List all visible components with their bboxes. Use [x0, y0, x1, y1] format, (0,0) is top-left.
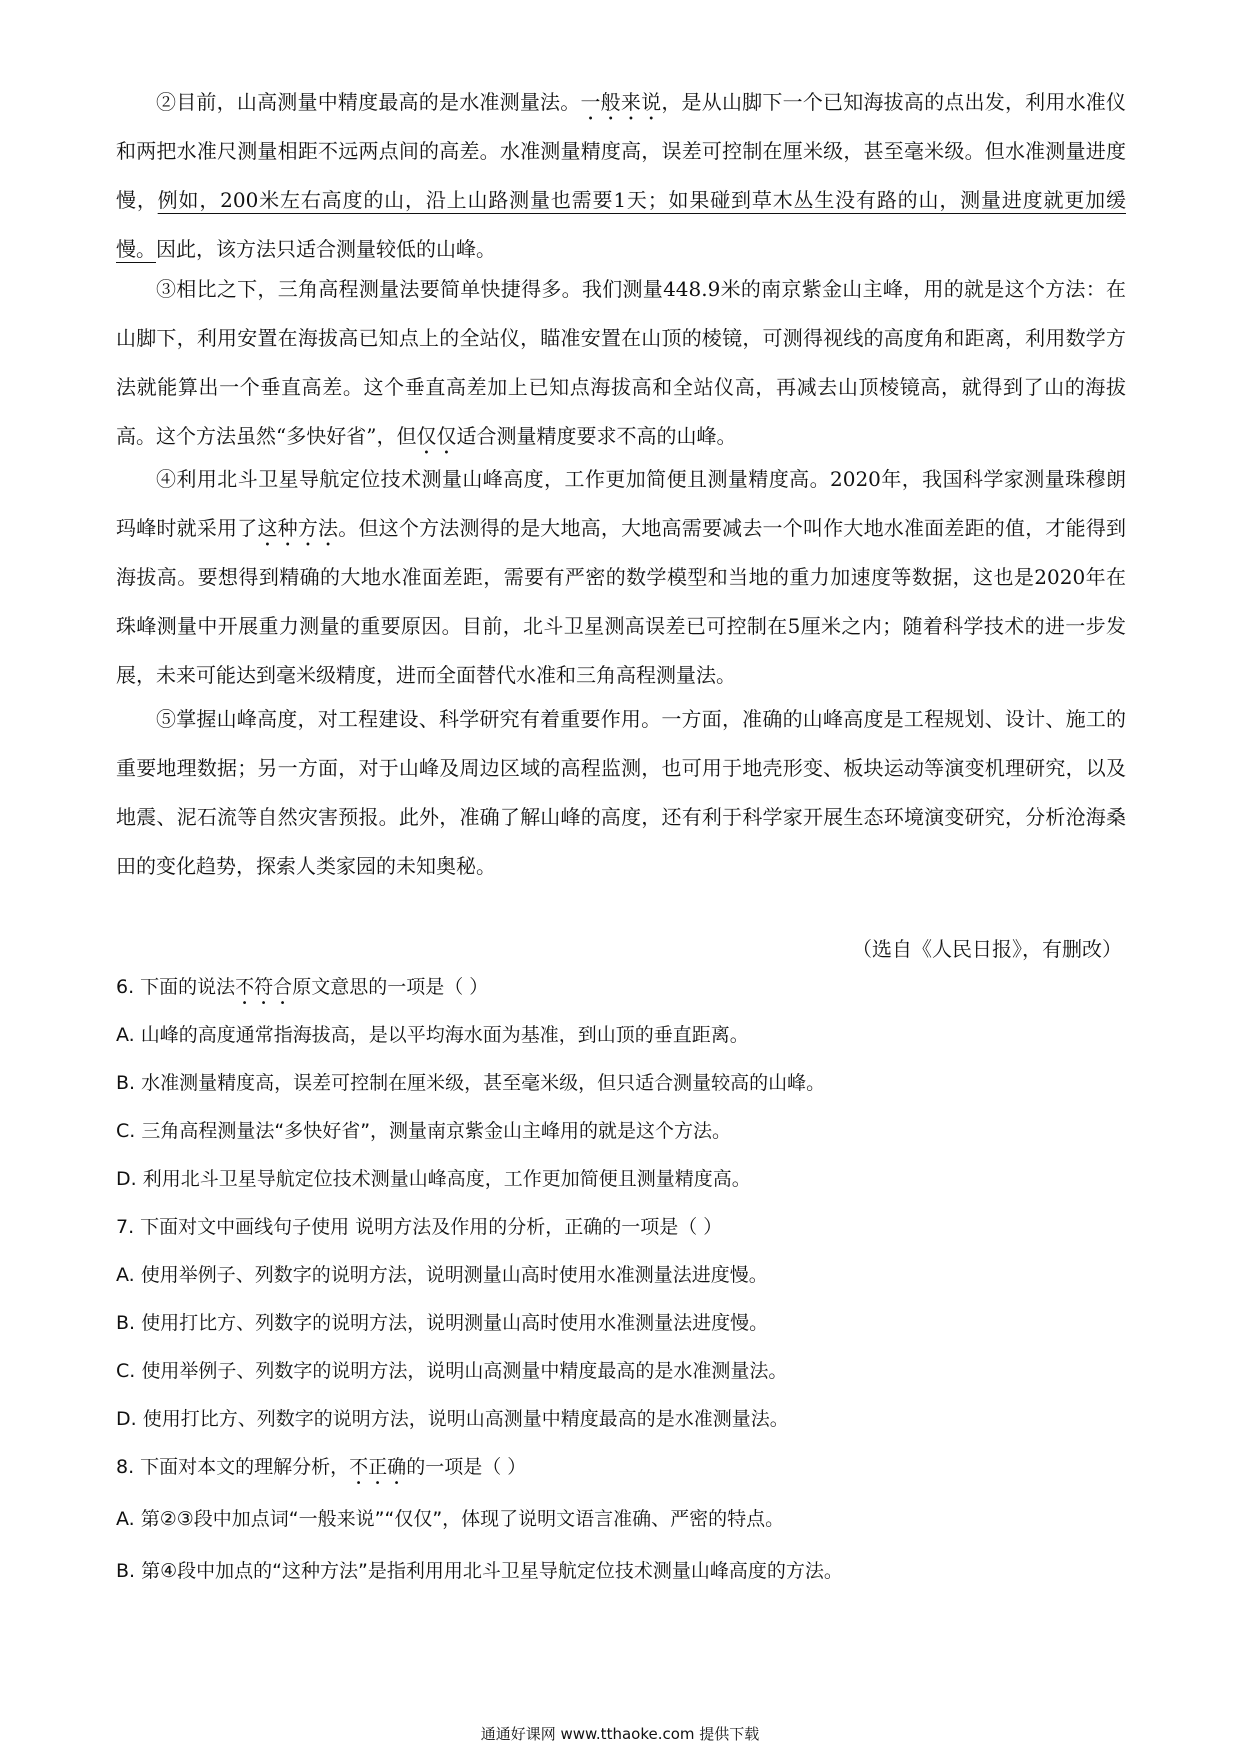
- paragraph-2-text-c: 因此，该方法只适合测量较低的山峰。: [156, 237, 496, 261]
- source-citation: （选自《人民日报》，有删改）: [852, 937, 1122, 961]
- question-8-option-b: B. 第④段中加点的“这种方法”是指利用用北斗卫星导航定位技术测量山峰高度的方法。: [116, 1560, 843, 1582]
- dotted-phrase-bufuhe: 不符合: [235, 976, 293, 998]
- question-6-option-a: A. 山峰的高度通常指海拔高，是以平均海水面为基准，到山顶的垂直距离。: [116, 1024, 749, 1046]
- question-8: [116, 1452, 1126, 1489]
- paragraph-2-text-b: ，是从山脚下一个已知海拔高的点出发，利用水准仪和两把水准尺测量相距不远两点间的高差。水准测量精度高，误差可控制在厘米级，甚至毫米级。但水准测量进度慢，: [116, 90, 1127, 212]
- question-6-text-a: 6. 下面的说法: [116, 976, 236, 998]
- question-8-text-a: 8. 下面对本文的理解分析，: [116, 1456, 350, 1478]
- question-6-option-c: C. 三角高程测量法“多快好省”，测量南京紫金山主峰用的就是这个方法。: [116, 1120, 732, 1142]
- paragraph-4-text-a: ④利用北斗卫星导航定位技术测量山峰高度，工作更加简便且测量精度高。2020年，我国科学家测量珠穆朗玛峰时就采用了: [116, 467, 1126, 540]
- paragraph-2: [116, 78, 1126, 274]
- question-7-option-b: B. 使用打比方、列数字的说明方法，说明测量山高时使用水准测量法进度慢。: [116, 1312, 769, 1334]
- paragraph-4-text-b: 。但这个方法测得的是大地高，大地高需要减去一个叫作大地水准面差距的值，才能得到海拔高。要想得到精确的大地水准面差距，需要有严密的数学模型和当地的重力加速度等数据，这也是2020年在珠峰测量中开展重力测量的重要原因。目前，北斗卫星测高误差已可控制在5厘米之内；随着科学技术的进一步发展，未来可能达到毫米级精度，进而全面替代水准和三角高程测量法。: [116, 516, 1127, 687]
- underlined-sentence: 例如，200米左右高度的山，沿上山路测量也需要1天；如果碰到草木丛生没有路的山，测量进度就更加缓慢。: [116, 188, 1126, 261]
- dotted-phrase-buzhengque: 不正确: [349, 1456, 407, 1478]
- paragraph-4: [116, 455, 1126, 700]
- question-7-option-a: A. 使用举例子、列数字的说明方法，说明测量山高时使用水准测量法进度慢。: [116, 1264, 768, 1286]
- paragraph-5: ⑤掌握山峰高度，对工程建设、科学研究有着重要作用。一方面，准确的山峰高度是工程规划、设计、施工的重要地理数据；另一方面，对于山峰及周边区域的高程监测，也可用于地壳形变、板块运动等演变机理研究，以及地震、泥石流等自然灾害预报。此外，准确了解山峰的高度，还有利于科学家开展生态环境演变研究，分析沧海桑田的变化趋势，探索人类家园的未知奥秘。: [116, 707, 1126, 878]
- paragraph-3-text-a: ③相比之下，三角高程测量法要简单快捷得多。我们测量448.9米的南京紫金山主峰，用的就是这个方法：在山脚下，利用安置在海拔高已知点上的全站仪，瞄准安置在山顶的棱镜，可测得视线的高度角和距离，利用数学方法就能算出一个垂直高差。这个垂直高差加上已知点海拔高和全站仪高，再减去山顶棱镜高，就得到了山的海拔高。这个方法虽然“多快好省”，但: [116, 277, 1126, 448]
- dotted-phrase-zhezhong-fangfa: 这种方法: [257, 516, 339, 540]
- question-6-text-b: 原文意思的一项是（ ）: [292, 976, 489, 998]
- question-6: [116, 972, 1126, 1009]
- question-6-option-b: B. 水准测量精度高，误差可控制在厘米级，甚至毫米级，但只适合测量较高的山峰。: [116, 1072, 826, 1094]
- question-8-text-b: 的一项是（ ）: [406, 1456, 527, 1478]
- footer-download-note: 通通好课网 www.tthaoke.com 提供下载: [480, 1725, 760, 1743]
- paragraph-3-text-b: 适合测量精度要求不高的山峰。: [456, 424, 737, 448]
- question-7-option-c: C. 使用举例子、列数字的说明方法，说明山高测量中精度最高的是水准测量法。: [116, 1360, 788, 1382]
- question-7-option-d: D. 使用打比方、列数字的说明方法，说明山高测量中精度最高的是水准测量法。: [116, 1408, 789, 1430]
- paragraph-2-text-a: ②目前，山高测量中精度最高的是水准测量法。: [156, 90, 581, 114]
- question-8-option-a: A. 第②③段中加点词“一般来说”“仅仅”，体现了说明文语言准确、严密的特点。: [116, 1508, 785, 1530]
- question-7: 7. 下面对文中画线句子使用 说明方法及作用的分析，正确的一项是（ ）: [116, 1216, 723, 1238]
- dotted-phrase-jinjin: 仅仅: [416, 424, 457, 448]
- paragraph-3: [116, 265, 1126, 461]
- dotted-phrase-yiban-laishuo: 一般来说: [580, 90, 662, 114]
- question-6-option-d: D. 利用北斗卫星导航定位技术测量山峰高度，工作更加简便且测量精度高。: [116, 1168, 751, 1190]
